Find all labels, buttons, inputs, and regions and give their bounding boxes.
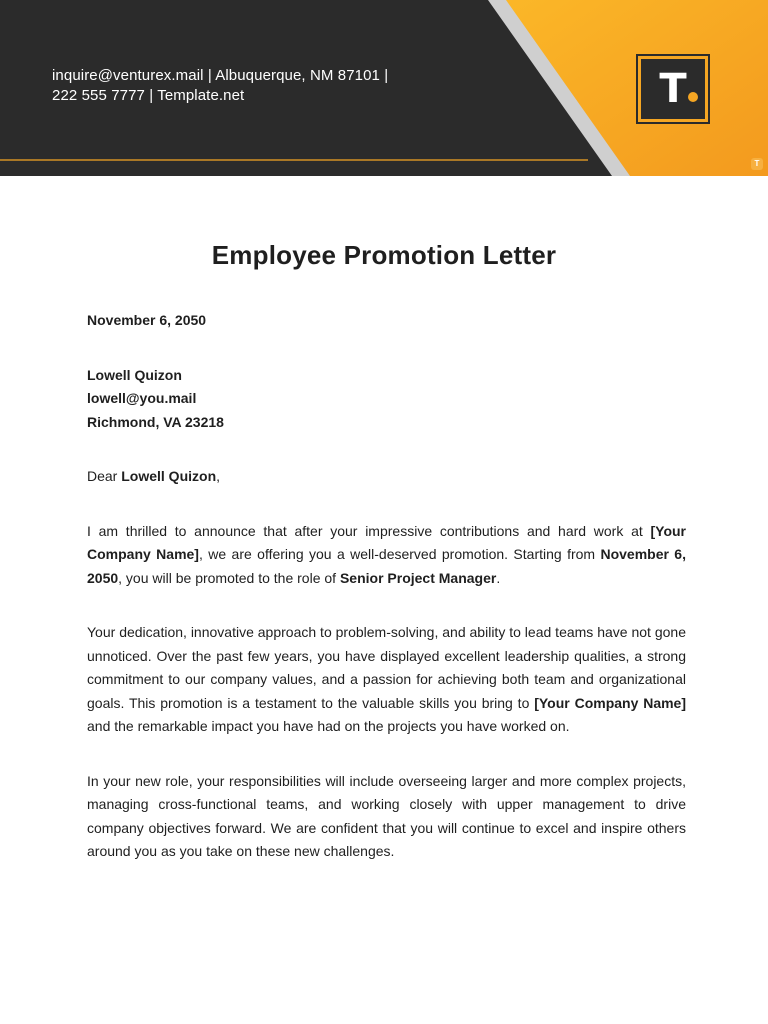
page-title: Employee Promotion Letter: [211, 240, 557, 270]
recipient-email: lowell@you.mail: [87, 390, 197, 406]
company-logo: [636, 54, 710, 124]
salutation-prefix: Dear: [87, 468, 122, 484]
recipient-address: Richmond, VA 23218: [87, 413, 224, 430]
p1-text-3: , you will be promoted to the role of: [118, 569, 340, 586]
contact-info: [52, 66, 472, 106]
salutation-suffix: ,: [216, 468, 221, 484]
recipient-block: [87, 364, 686, 435]
p2-text-1: Your dedication, innovative approach to problem-solving, and ability to lead teams have not gone unnoticed. Over the past few years, you have displayed excellent leadership qualities, a strong commitment to our company values, and a passion for achieving both team and organizational goals. This promotion is a testament to the valuable skills you bring to: [87, 624, 686, 711]
p1-text-1: I am thrilled to announce that after your impressive contributions and hard work at: [87, 522, 651, 539]
letter-body: [87, 309, 686, 864]
p1-new-role: Senior Project Manager: [339, 569, 497, 586]
paragraph-2: [87, 621, 686, 739]
p1-start-date: November 6, 2050: [87, 546, 686, 586]
p1-text-4: .: [496, 569, 501, 586]
logo-letter: T: [659, 66, 687, 112]
recipient-name: Lowell Quizon: [87, 366, 182, 383]
contact-line-2: 222 555 7777 | Template.net: [52, 87, 245, 104]
salutation: [87, 465, 686, 489]
logo-dot-icon: [688, 92, 698, 102]
p1-text-2: , we are offering you a well-deserved promotion. Starting from: [198, 546, 601, 562]
p2-company-name: [Your Company Name]: [534, 694, 687, 711]
p2-text-2: and the remarkable impact you have had on the projects you have worked on.: [87, 718, 570, 734]
paragraph-3: In your new role, your responsibilities will include overseeing larger and more complex projects, managing cross-functional teams, and working closely with upper management to drive company objectives forward. We are confident that you will continue to excel and inspire others around you as you take on these new challenges.: [87, 772, 686, 859]
template-badge-icon: T: [751, 158, 763, 170]
salutation-name: Lowell Quizon: [121, 468, 217, 484]
paragraph-1: [87, 520, 686, 591]
contact-line-1: inquire@venturex.mail | Albuquerque, NM 87101 |: [52, 67, 389, 84]
p1-company-name: [Your Company Name]: [87, 522, 686, 562]
letter-date: November 6, 2050: [87, 312, 207, 328]
header-banner: [0, 0, 768, 176]
